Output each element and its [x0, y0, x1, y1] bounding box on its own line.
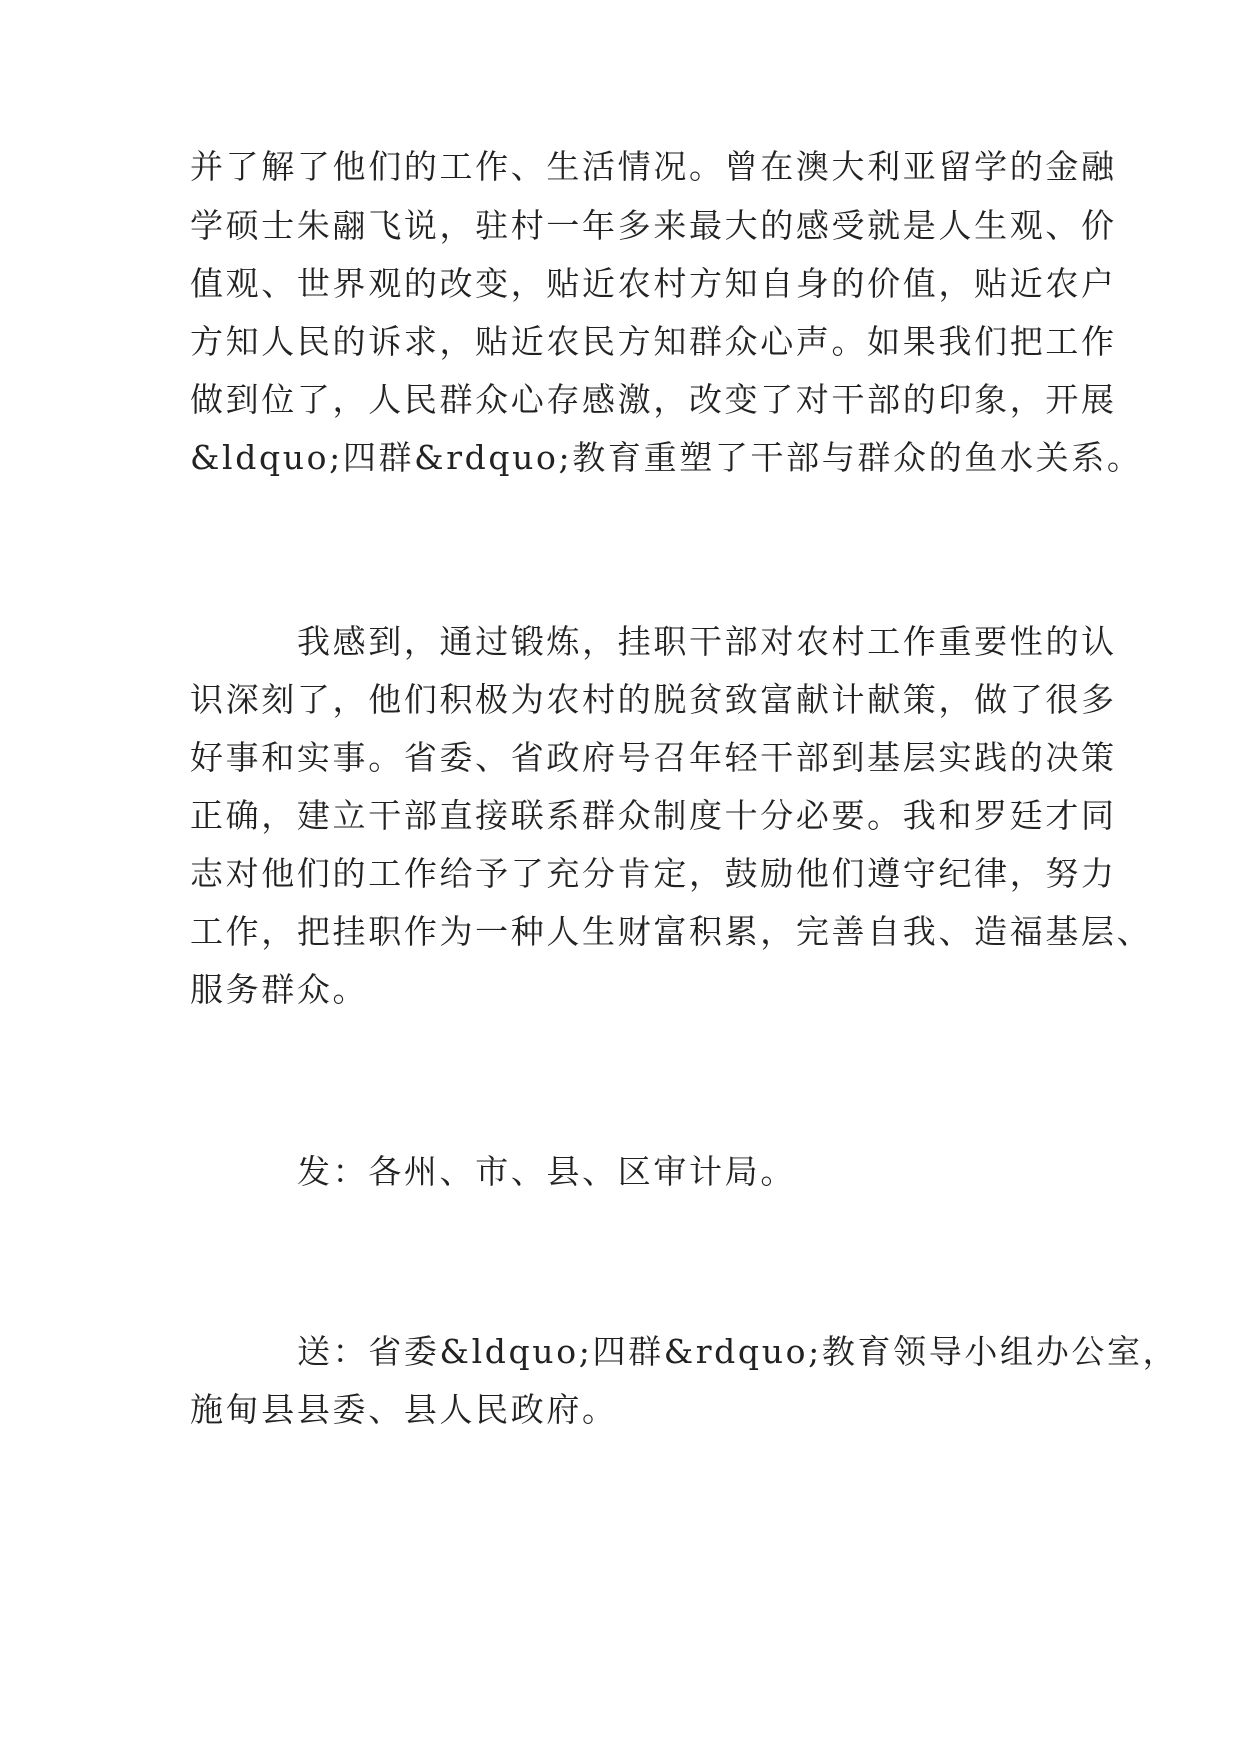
- text-line: 好事和实事。省委、省政府号召年轻干部到基层实践的决策: [190, 738, 1117, 777]
- text-line: 做到位了，人民群众心存感激，改变了对干部的印象，开展: [190, 380, 1117, 419]
- text-line: &ldquo;四群&rdquo;教育重塑了干部与群众的鱼水关系。: [190, 438, 1143, 477]
- text-line: 服务群众。: [190, 970, 369, 1009]
- text-line: 学硕士朱翮飞说，驻村一年多来最大的感受就是人生观、价: [190, 206, 1117, 245]
- text-line: 识深刻了，他们积极为农村的脱贫致富献计献策，做了很多: [190, 680, 1117, 719]
- text-line: 方知人民的诉求，贴近农民方知群众心声。如果我们把工作: [190, 322, 1117, 361]
- text-line: 送：省委&ldquo;四群&rdquo;教育领导小组办公室，: [297, 1332, 1179, 1371]
- text-line: 我感到，通过锻炼，挂职干部对农村工作重要性的认: [297, 622, 1117, 661]
- text-line: 施甸县县委、县人民政府。: [190, 1390, 618, 1429]
- text-line: 正确，建立干部直接联系群众制度十分必要。我和罗廷才同: [190, 796, 1117, 835]
- text-line: 志对他们的工作给予了充分肯定，鼓励他们遵守纪律，努力: [190, 854, 1117, 893]
- text-line: 值观、世界观的改变，贴近农村方知自身的价值，贴近农户: [190, 264, 1117, 303]
- text-line: 工作，把挂职作为一种人生财富积累，完善自我、造福基层、: [190, 912, 1153, 951]
- distribution-line: 发：各州、市、县、区审计局。: [297, 1152, 796, 1191]
- text-line: 并了解了他们的工作、生活情况。曾在澳大利亚留学的金融: [190, 147, 1117, 186]
